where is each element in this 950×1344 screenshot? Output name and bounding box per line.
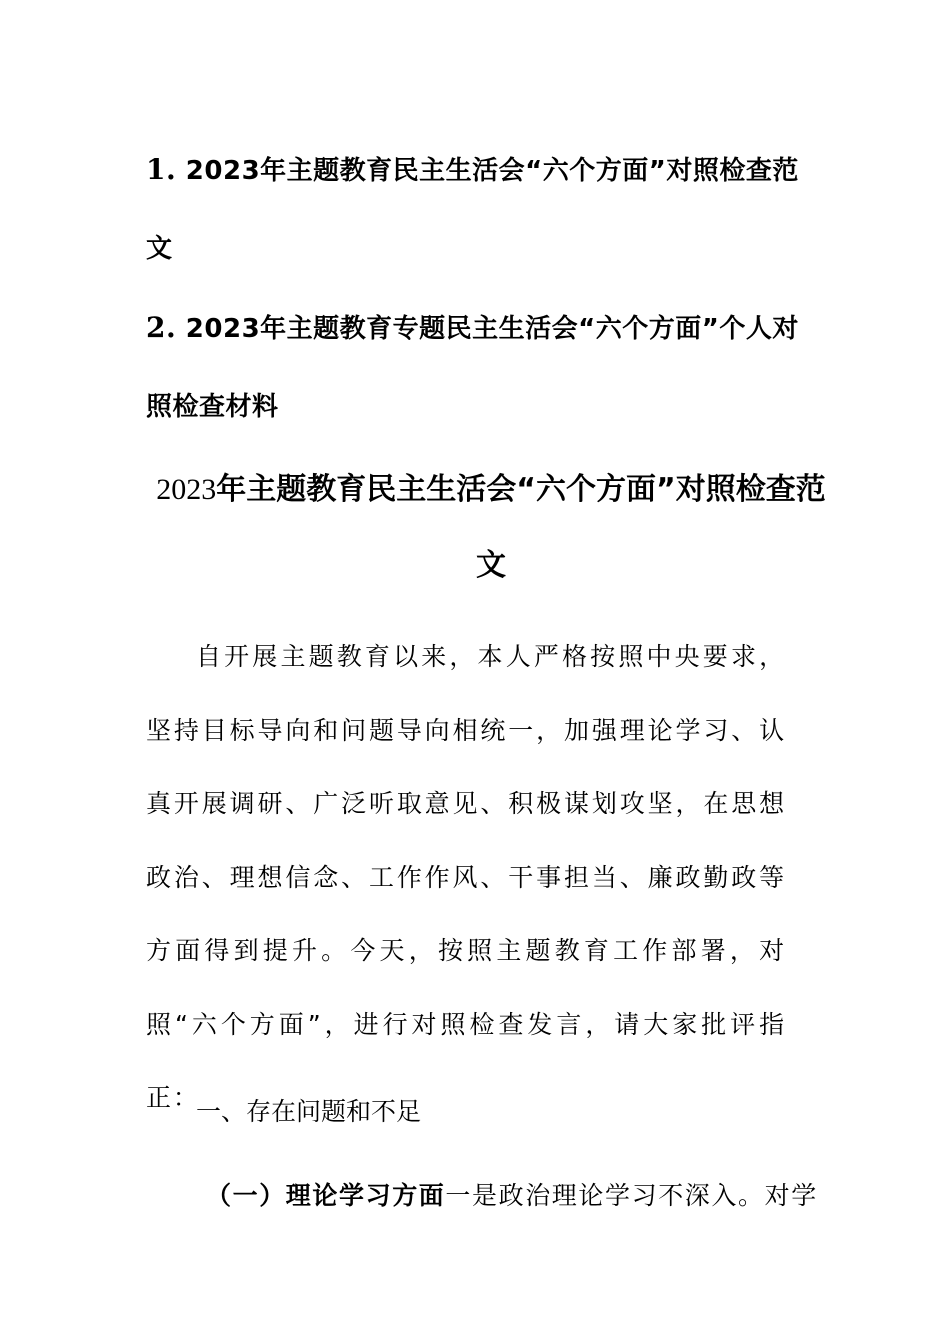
toc-item-1 [146, 131, 806, 288]
document-title-year: 2023 [156, 473, 217, 506]
document-title [146, 452, 836, 604]
toc-item-2 [146, 289, 806, 446]
document-title-text: 年主题教育民主生活会“六个方面”对照检查范文 [216, 472, 826, 583]
toc-item-number: 1. [146, 153, 177, 186]
subsection-text: 一是政治理论学习不深入。对学 [445, 1181, 818, 1210]
toc-item-text: 2023年主题教育专题民主生活会“六个方面”个人对照检查材料 [146, 314, 799, 422]
subsection-paragraph [206, 1166, 818, 1226]
subsection-lead: （一）理论学习方面 [206, 1181, 446, 1210]
toc-item-number: 2. [146, 311, 177, 344]
toc-item-text: 2023年主题教育民主生活会“六个方面”对照检查范文 [146, 156, 799, 264]
intro-paragraph: 自开展主题教育以来，本人严格按照中央要求，坚持目标导向和问题导向相统一，加强理论学习、认真开展调研、广泛听取意见、积极谋划攻坚，在思想政治、理想信念、工作作风、干事担当、廉政勤政等方面得到提升。今天，按照主题教育工作部署，对照“六个方面”，进行对照检查发言，请大家批评指正： [146, 642, 786, 1112]
section-heading: 一、存在问题和不足 [196, 1097, 422, 1126]
